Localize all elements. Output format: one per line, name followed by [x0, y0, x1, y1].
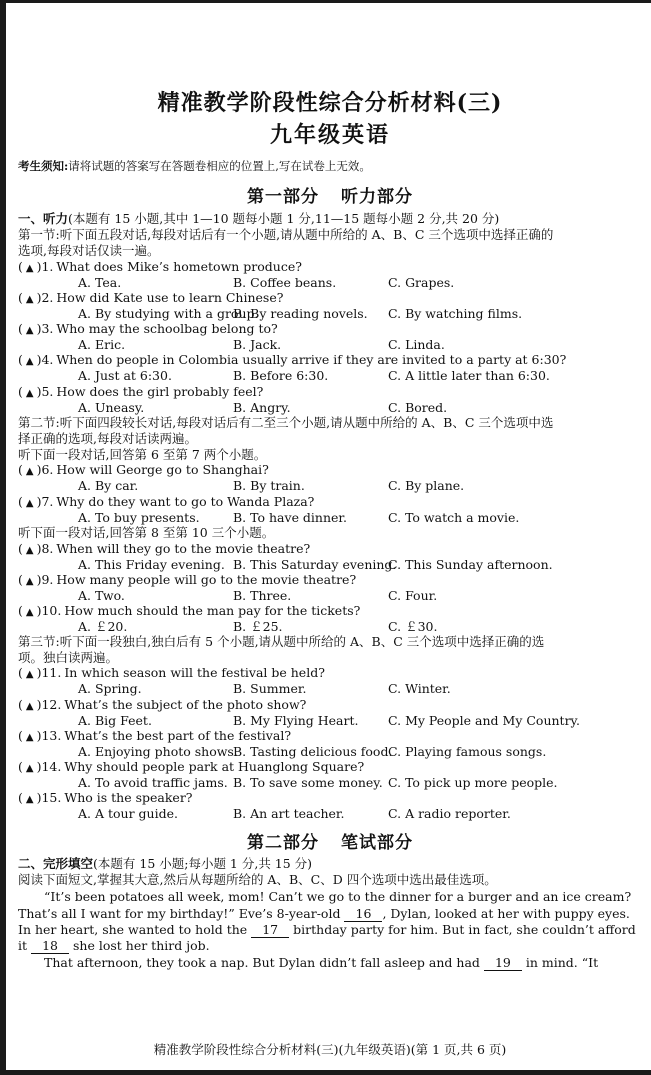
question-2 [18, 290, 283, 307]
question-text: What’s the subject of the photo show? [64, 697, 307, 712]
option-a: A. Two. [78, 588, 125, 603]
option-a: A. ￡20. [78, 619, 128, 634]
cloze-line-1: “It’s been potatoes all week, mom! Can’t we go to the dinner for a burger and an ice cream? [44, 889, 632, 904]
option-a: A. A tour guide. [78, 806, 178, 821]
option-b: B. Jack. [233, 337, 282, 352]
answer-mark-open: ( [18, 321, 23, 336]
triangle-icon: ▲ [25, 669, 34, 680]
question-text: How much should the man pay for the tickets? [64, 603, 361, 618]
answer-mark-open: ( [18, 697, 23, 712]
listening-heading-rest: (本题有 15 小题,其中 1—10 题每小题 1 分,11—15 题每小题 2 分,共 20 分) [68, 211, 500, 226]
section2-instruction: 第二节:听下面四段较长对话,每段对话后有二至三个小题,请从题中所给的 A、B、C 三个选项中选 [18, 415, 554, 430]
question-text: What does Mike’s hometown produce? [56, 259, 302, 274]
section2-note-2: 听下面一段对话,回答第 8 至第 10 三个小题。 [18, 525, 275, 540]
option-c: C. By plane. [388, 478, 465, 493]
question-number: )2. [36, 290, 54, 305]
exam-subtitle: 九年级英语 [269, 122, 390, 148]
question-8 [18, 541, 310, 558]
option-a: A. Enjoying photo shows. [78, 744, 238, 759]
answer-mark-open: ( [18, 462, 23, 477]
question-14 [18, 759, 364, 776]
question-number: )6. [36, 462, 54, 477]
cloze-blank-18[interactable]: 18 [31, 938, 69, 954]
option-b: B. Three. [233, 588, 292, 603]
question-text: Who may the schoolbag belong to? [56, 321, 278, 336]
option-a: A. Tea. [78, 275, 122, 290]
part1-heading [16, 182, 644, 207]
question-number: )15. [36, 790, 62, 805]
answer-mark-open: ( [18, 352, 23, 367]
answer-mark-open: ( [18, 494, 23, 509]
option-c: C. My People and My Country. [388, 713, 580, 728]
cloze-blank-17[interactable]: 17 [251, 922, 289, 938]
question-text: In which season will the festival be held? [64, 665, 325, 680]
option-c: C. By watching films. [388, 306, 523, 321]
question-number: )4. [36, 352, 54, 367]
question-number: )3. [36, 321, 54, 336]
option-b: B. To have dinner. [233, 510, 348, 525]
question-text: What’s the best part of the festival? [64, 728, 292, 743]
option-c: C. Four. [388, 588, 438, 603]
option-c: C. Playing famous songs. [388, 744, 547, 759]
option-b: B. Tasting delicious food. [233, 744, 393, 759]
question-4 [18, 352, 566, 369]
option-b: B. Before 6:30. [233, 368, 329, 383]
option-c: C. To watch a movie. [388, 510, 520, 525]
option-a: A. Just at 6:30. [78, 368, 172, 383]
triangle-icon: ▲ [25, 732, 34, 743]
option-a: A. To avoid traffic jams. [78, 775, 228, 790]
section1-instruction: 第一节:听下面五段对话,每段对话后有一个小题,请从题中所给的 A、B、C 三个选项中选择正确的 [18, 227, 554, 242]
question-text: Why should people park at Huanglong Square? [64, 759, 365, 774]
option-c: C. A little later than 6:30. [388, 368, 550, 383]
option-c: C. This Sunday afternoon. [388, 557, 553, 572]
question-text: How many people will go to the movie theatre? [56, 572, 357, 587]
cloze-blank-19[interactable]: 19 [484, 955, 522, 971]
cloze-heading-label: 二、完形填空 [18, 856, 94, 871]
option-b: B. This Saturday evening. [233, 557, 397, 572]
triangle-icon: ▲ [25, 763, 34, 774]
answer-mark-open: ( [18, 572, 23, 587]
scan-border-left [0, 0, 6, 1075]
scan-border-top [0, 0, 651, 3]
answer-mark-open: ( [18, 790, 23, 805]
cloze-heading [18, 856, 312, 871]
option-a: A. Uneasy. [78, 400, 145, 415]
question-3 [18, 321, 278, 338]
option-b: B. To save some money. [233, 775, 383, 790]
question-10 [18, 603, 360, 620]
cloze-line-4: it 18 she lost her third job. [18, 938, 210, 953]
cloze-heading-rest: (本题有 15 小题;每小题 1 分,共 15 分) [93, 856, 313, 871]
option-c: C. To pick up more people. [388, 775, 558, 790]
question-7 [18, 494, 314, 511]
option-c: C. Winter. [388, 681, 451, 696]
question-text: When will they go to the movie theatre? [56, 541, 311, 556]
question-text: How did Kate use to learn Chinese? [56, 290, 284, 305]
scan-border-bottom [0, 1070, 651, 1075]
question-text: Who is the speaker? [64, 790, 193, 805]
option-a: A. By car. [78, 478, 139, 493]
part2-heading [16, 828, 644, 853]
answer-mark-open: ( [18, 759, 23, 774]
listening-heading [18, 211, 499, 226]
cloze-blank-16[interactable]: 16 [344, 906, 382, 922]
part1-title: 听力部分 [341, 187, 413, 207]
question-number: )8. [36, 541, 54, 556]
question-12 [18, 697, 306, 714]
option-b: B. ￡25. [233, 619, 283, 634]
option-b: B. My Flying Heart. [233, 713, 359, 728]
triangle-icon: ▲ [25, 545, 34, 556]
question-number: )7. [36, 494, 54, 509]
answer-mark-open: ( [18, 603, 23, 618]
option-c: C. Grapes. [388, 275, 455, 290]
triangle-icon: ▲ [25, 294, 34, 305]
section3-instruction: 第三节:听下面一段独白,独白后有 5 个小题,请从题中所给的 A、B、C 三个选项中选择正确的选 [18, 634, 545, 649]
answer-mark-open: ( [18, 728, 23, 743]
page-footer: 精准教学阶段性综合分析材料(三)(九年级英语)(第 1 页,共 6 页) [153, 1042, 507, 1057]
option-c: C. Linda. [388, 337, 445, 352]
question-6 [18, 462, 269, 479]
option-b: B. Coffee beans. [233, 275, 337, 290]
triangle-icon: ▲ [25, 794, 34, 805]
option-a: A. To buy presents. [78, 510, 200, 525]
section2-instruction-cont: 择正确的选项,每段对话读两遍。 [18, 431, 197, 446]
part2-title: 笔试部分 [341, 833, 413, 853]
option-b: B. Summer. [233, 681, 307, 696]
question-text: How will George go to Shanghai? [56, 462, 269, 477]
section1-instruction-cont: 选项,每段对话仅读一遍。 [18, 243, 160, 258]
notice-label: 考生须知: [18, 159, 69, 173]
question-9 [18, 572, 356, 589]
option-a: A. Big Feet. [78, 713, 152, 728]
option-b: B. Angry. [233, 400, 291, 415]
exam-title: 精准教学阶段性综合分析材料(三) [157, 90, 503, 116]
question-5 [18, 384, 263, 401]
triangle-icon: ▲ [25, 701, 34, 712]
question-number: )10. [36, 603, 62, 618]
option-c: C. A radio reporter. [388, 806, 511, 821]
question-number: )5. [36, 384, 54, 399]
question-1 [18, 259, 302, 276]
option-b: B. By reading novels. [233, 306, 368, 321]
notice-text: 请将试题的答案写在答题卷相应的位置上,写在试卷上无效。 [68, 159, 371, 173]
question-number: )13. [36, 728, 62, 743]
triangle-icon: ▲ [25, 466, 34, 477]
answer-mark-open: ( [18, 259, 23, 274]
option-a: A. By studying with a group. [78, 306, 259, 321]
cloze-line-2: That’s all I want for my birthday!” Eve’s 8-year-old 16 , Dylan, looked at her with puppy eyes. [18, 906, 630, 921]
answer-mark-open: ( [18, 384, 23, 399]
part2-name: 第二部分 [247, 833, 319, 853]
question-text: When do people in Colombia usually arrive if they are invited to a party at 6:30? [56, 352, 567, 367]
option-a: A. Spring. [78, 681, 142, 696]
listening-heading-label: 一、听力 [18, 211, 69, 226]
question-text: How does the girl probably feel? [56, 384, 264, 399]
triangle-icon: ▲ [25, 356, 34, 367]
answer-mark-open: ( [18, 665, 23, 680]
section3-instruction-cont: 项。独白读两遍。 [18, 650, 119, 665]
question-text: Why do they want to go to Wanda Plaza? [56, 494, 315, 509]
exam-notice [18, 158, 371, 174]
question-number: )11. [36, 665, 62, 680]
option-b: B. By train. [233, 478, 305, 493]
triangle-icon: ▲ [25, 263, 34, 274]
question-11 [18, 665, 325, 682]
cloze-line-5: That afternoon, they took a nap. But Dylan didn’t fall asleep and had 19 in mind. “It [44, 955, 599, 970]
option-a: A. This Friday evening. [78, 557, 225, 572]
question-15 [18, 790, 193, 807]
triangle-icon: ▲ [25, 388, 34, 399]
triangle-icon: ▲ [25, 607, 34, 618]
triangle-icon: ▲ [25, 498, 34, 509]
question-13 [18, 728, 291, 745]
answer-mark-open: ( [18, 541, 23, 556]
option-c: C. ￡30. [388, 619, 438, 634]
answer-mark-open: ( [18, 290, 23, 305]
part1-name: 第一部分 [247, 187, 319, 207]
triangle-icon: ▲ [25, 325, 34, 336]
question-number: )12. [36, 697, 62, 712]
question-number: )1. [36, 259, 54, 274]
question-number: )14. [36, 759, 62, 774]
option-a: A. Eric. [78, 337, 126, 352]
question-number: )9. [36, 572, 54, 587]
cloze-line-3: In her heart, she wanted to hold the 17 birthday party for him. But in fact, she couldn’t afford [18, 922, 636, 937]
option-b: B. An art teacher. [233, 806, 345, 821]
option-c: C. Bored. [388, 400, 448, 415]
section2-note-1: 听下面一段对话,回答第 6 至第 7 两个小题。 [18, 447, 267, 462]
cloze-instruction: 阅读下面短文,掌握其大意,然后从每题所给的 A、B、C、D 四个选项中选出最佳选项。 [18, 872, 497, 887]
triangle-icon: ▲ [25, 576, 34, 587]
